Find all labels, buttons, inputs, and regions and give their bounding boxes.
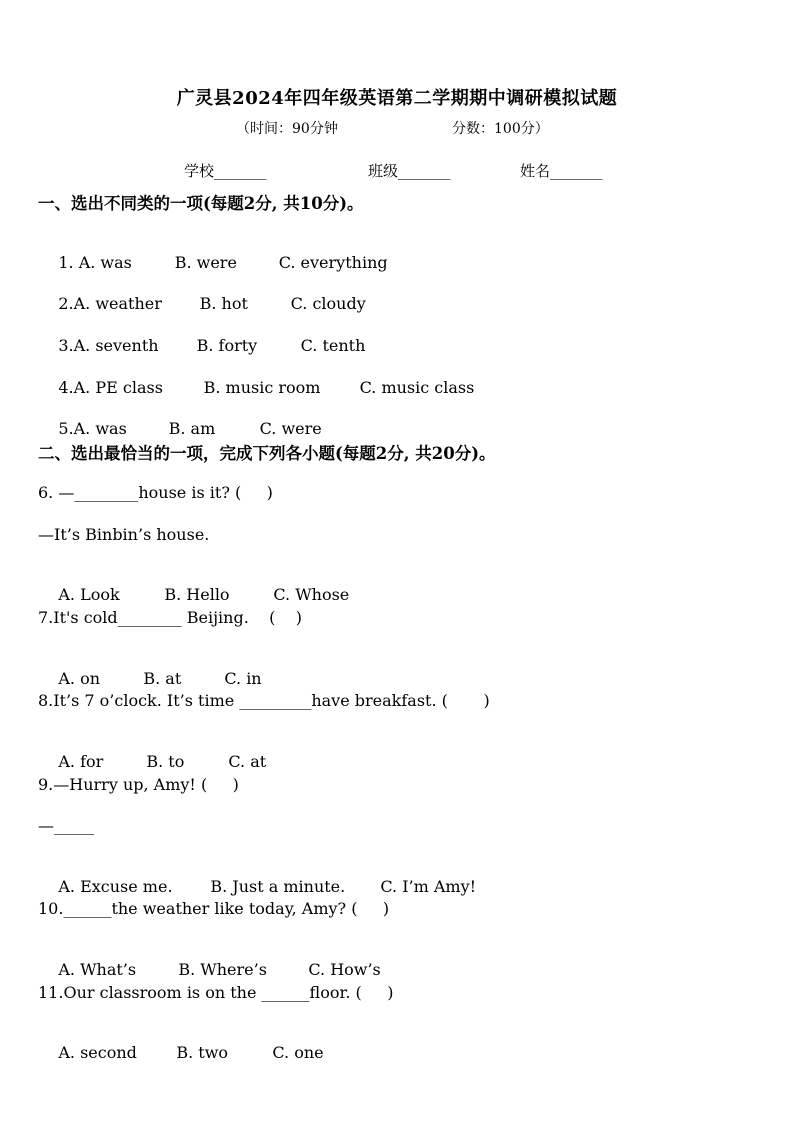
option-b: B. at [143,669,182,688]
question-9-reply: —_____ [38,816,94,835]
option-a: A. was [78,253,132,272]
question-number: 2. [58,294,74,313]
question-10-stem: 10.______the weather like today, Amy? ( ) [38,899,390,918]
option-c: C. cloudy [290,294,366,313]
option-b: B. to [146,752,185,771]
exam-score: 分数：100分） [452,121,549,137]
question-number: 4. [58,378,74,397]
question-11-stem: 11.Our classroom is on the ______floor. ( ) [38,983,394,1002]
question-number: 5. [58,419,74,438]
option-b: B. were [174,253,237,272]
option-c: C. music class [359,378,475,397]
name-field: 姓名_______ [520,162,603,180]
option-c: C. in [224,669,262,688]
option-c: C. were [259,419,322,438]
option-a: A. was [73,419,127,438]
option-b: B. hot [199,294,248,313]
option-a: A. weather [73,294,162,313]
option-c: C. one [272,1043,324,1062]
question-number: 1. [58,253,79,272]
question-6-reply: —It’s Binbin’s house. [38,525,210,544]
option-b: B. am [168,419,216,438]
option-a: A. Excuse me. [58,877,173,896]
question-number: 3. [58,336,74,355]
option-b: B. Where’s [178,960,267,979]
option-a: A. Look [58,585,120,604]
option-c: C. everything [278,253,388,272]
option-b: B. Hello [164,585,230,604]
option-c: C. at [228,752,267,771]
option-a: A. seventh [73,336,159,355]
option-a: A. for [58,752,104,771]
exam-time: （时间：90分钟 [236,121,338,137]
question-7-stem: 7.It's cold________ Beijing. ( ) [38,608,302,627]
option-a: A. second [58,1043,137,1062]
question-9-stem: 9.—Hurry up, Amy! ( ) [38,775,239,794]
question-6-stem: 6. —________house is it? ( ) [38,483,273,502]
option-c: C. How’s [308,960,381,979]
page-title: 广灵县2024年四年级英语第二学期期中调研模拟试题 [176,88,618,109]
option-b: B. Just a minute. [210,877,346,896]
option-a: A. What’s [58,960,137,979]
option-b: B. music room [203,378,321,397]
option-a: A. on [58,669,101,688]
question-11-options [38,1024,324,1081]
section1-heading: 一、选出不同类的一项(每题2分, 共10分)。 [38,194,364,213]
section2-heading: 二、选出最恰当的一项，完成下列各小题(每题2分, 共20分)。 [38,444,496,463]
option-b: B. two [176,1043,229,1062]
question-8-stem: 8.It’s 7 o’clock. It’s time _________have breakfast. ( ) [38,691,490,710]
option-c: C. I’m Amy! [380,877,477,896]
option-b: B. forty [196,336,258,355]
school-field: 学校_______ [184,162,267,180]
class-field: 班级_______ [368,162,451,180]
option-c: C. Whose [273,585,350,604]
option-a: A. PE class [73,378,163,397]
option-c: C. tenth [300,336,366,355]
